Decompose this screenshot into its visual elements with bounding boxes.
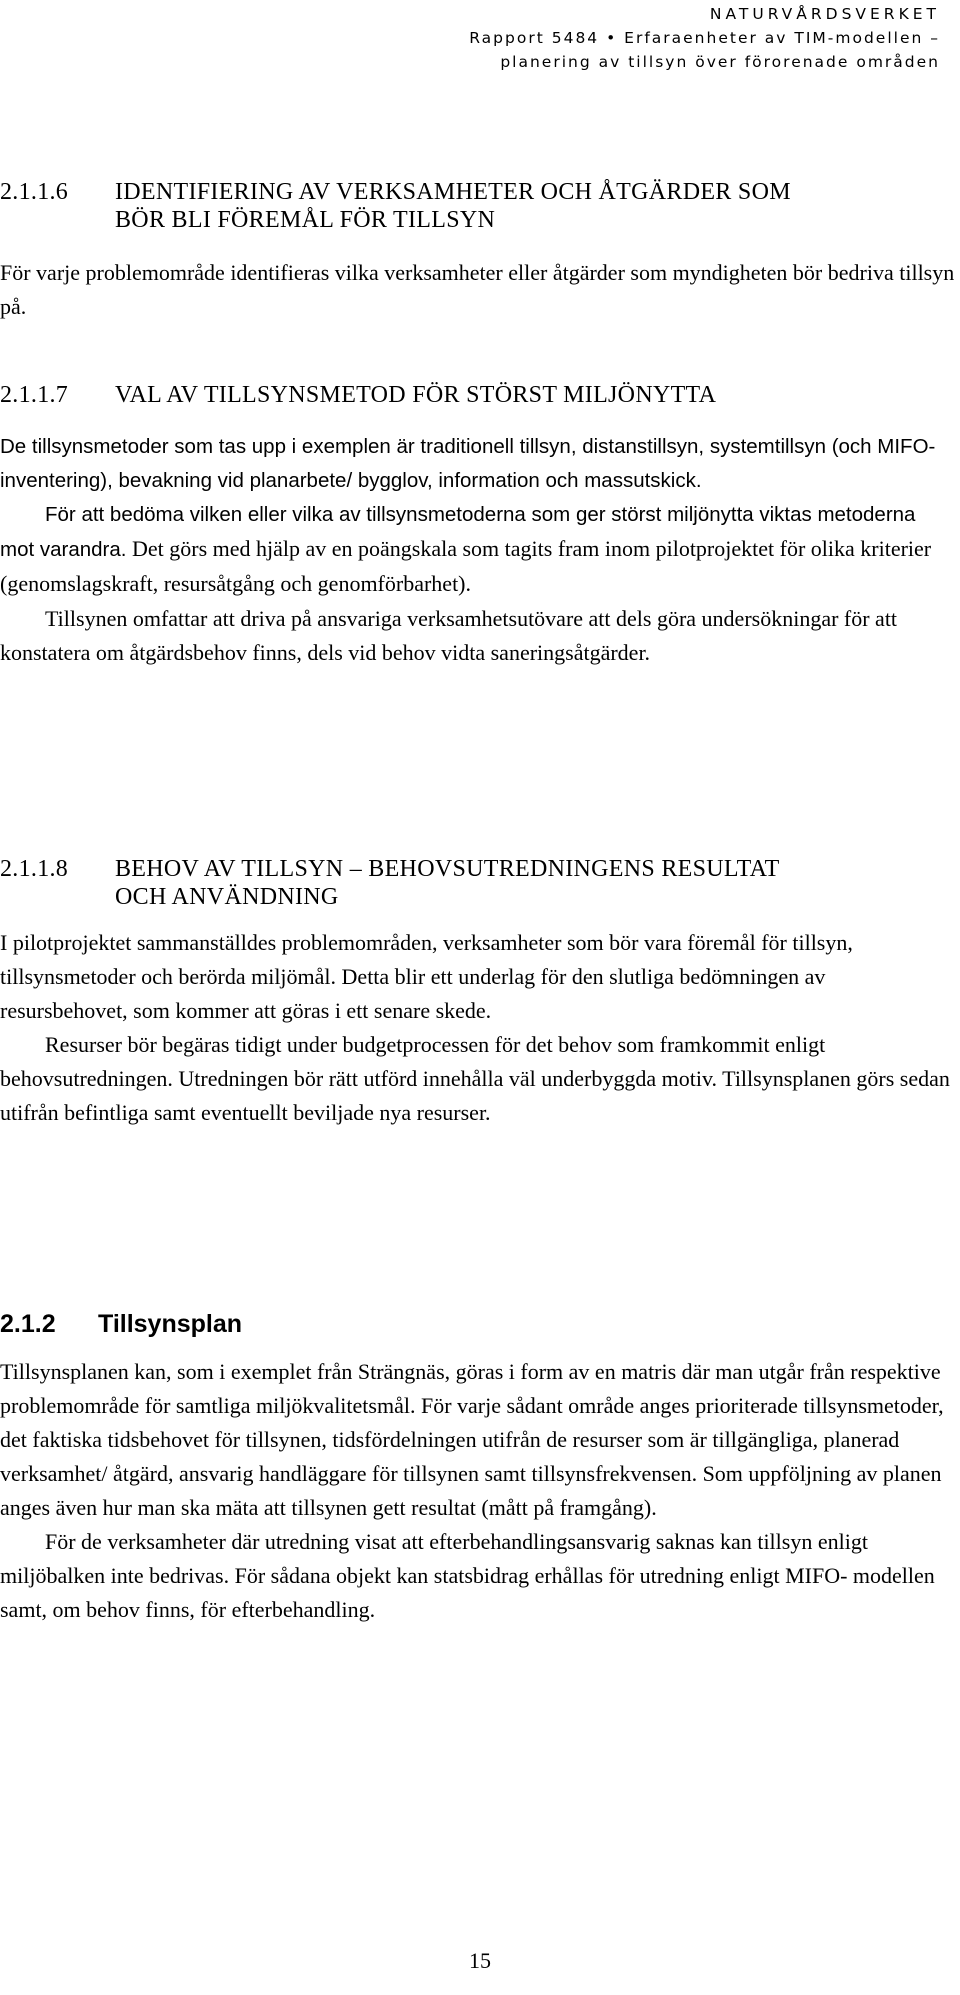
heading-title: VAL AV TILLSYNSMETOD FÖR STÖRST MILJÖNYTTA bbox=[115, 382, 717, 408]
section-2-1-1-8-body bbox=[0, 926, 955, 1130]
paragraph-part: För att bedöma vilken eller vilka av tillsynsmetoderna som ger störst miljönytta viktas metoderna mot varandra. bbox=[0, 503, 916, 561]
paragraph: För de verksamheter där utredning visat att efterbehandlingsansvarig saknas kan tillsyn enligt miljöbalken inte bedrivas. För sådana objekt kan statsbidrag erhållas för utredning enligt MIFO- modellen samt, om behov finns, för efterbehandling. bbox=[0, 1529, 935, 1622]
paragraph: Tillsynen omfattar att driva på ansvariga verksamhetsutövare att dels göra undersökningar för att konstatera om åtgärdsbehov finns, dels vid behov vidta saneringsåtgärder. bbox=[0, 606, 898, 665]
header-org: NATURVÅRDSVERKET bbox=[709, 5, 940, 23]
heading-title-line2: BÖR BLI FÖREMÅL FÖR TILLSYN bbox=[115, 207, 496, 233]
heading-2-1-2 bbox=[0, 1309, 242, 1339]
paragraph: Resurser bör begäras tidigt under budgetprocessen för det behov som framkommit enligt behovsutredningen. Utredningen bör rätt utförd innehålla väl underbyggda motiv. Tillsynsplanen görs sedan utifrån befintliga samt eventuellt beviljade nya resurser. bbox=[0, 1032, 950, 1125]
section-2-1-1-6-body bbox=[0, 256, 955, 324]
heading-number: 2.1.2 bbox=[0, 1310, 56, 1338]
paragraph: Tillsynsplanen kan, som i exemplet från Strängnäs, göras i form av en matris där man utgår från respektive problemområde för samtliga miljökvalitetsmål. För varje sådant område anges prioriterade tillsynsmetoder, det faktiska tidsbehovet för tillsynen, tidsfördelningen utifrån de resurser som är tillgängliga, planerad verksamhet/ åtgärd, ansvarig handläggare för tillsynen samt tillsynsfrekvensen. Som uppföljning av planen anges även hur man ska mäta att tillsynen gett resultat (mått på framgång). bbox=[0, 1359, 944, 1520]
section-2-1-1-7-body bbox=[0, 430, 955, 670]
heading-2-1-1-6 bbox=[0, 178, 955, 234]
paragraph: I pilotprojektet sammanställdes problemområden, verksamheter som bör vara föremål för tillsyn, tillsynsmetoder och berörda miljömål. Detta blir ett underlag för den slutliga bedömningen av resursbehovet, som kommer att göras i ett senare skede. bbox=[0, 930, 853, 1023]
paragraph-part: Det görs med hjälp av en poängskala som tagits fram inom pilotprojektet för olika kriterier (genomslagskraft, resursåtgång och genomförbarhet). bbox=[0, 536, 932, 596]
page-header bbox=[0, 2, 940, 74]
heading-title: Tillsynsplan bbox=[98, 1310, 243, 1338]
heading-number: 2.1.1.7 bbox=[0, 382, 69, 408]
paragraph bbox=[0, 498, 955, 602]
heading-title-line1: BEHOV AV TILLSYN – BEHOVSUTREDNINGENS RESULTAT bbox=[115, 856, 780, 882]
heading-2-1-1-8 bbox=[0, 855, 955, 911]
heading-title-line1: IDENTIFIERING AV VERKSAMHETER OCH ÅTGÄRDER SOM bbox=[115, 179, 791, 205]
section-2-1-2-body bbox=[0, 1355, 955, 1627]
header-report-line2: planering av tillsyn över förorenade områden bbox=[500, 53, 940, 71]
heading-number: 2.1.1.8 bbox=[0, 856, 69, 882]
heading-title-line2: OCH ANVÄNDNING bbox=[115, 884, 339, 910]
paragraph: För varje problemområde identifieras vilka verksamheter eller åtgärder som myndigheten bör bedriva tillsyn på. bbox=[0, 260, 955, 319]
heading-2-1-1-7 bbox=[0, 381, 955, 409]
heading-number: 2.1.1.6 bbox=[0, 179, 69, 205]
page-number: 15 bbox=[469, 1948, 491, 1973]
header-report-line1: Rapport 5484 • Erfaraenheter av TIM-modellen – bbox=[469, 29, 940, 47]
paragraph: De tillsynsmetoder som tas upp i exemplen är traditionell tillsyn, distanstillsyn, systemtillsyn (och MIFO- inventering), bevakning vid planarbete/ bygglov, information och massutskick. bbox=[0, 435, 936, 492]
